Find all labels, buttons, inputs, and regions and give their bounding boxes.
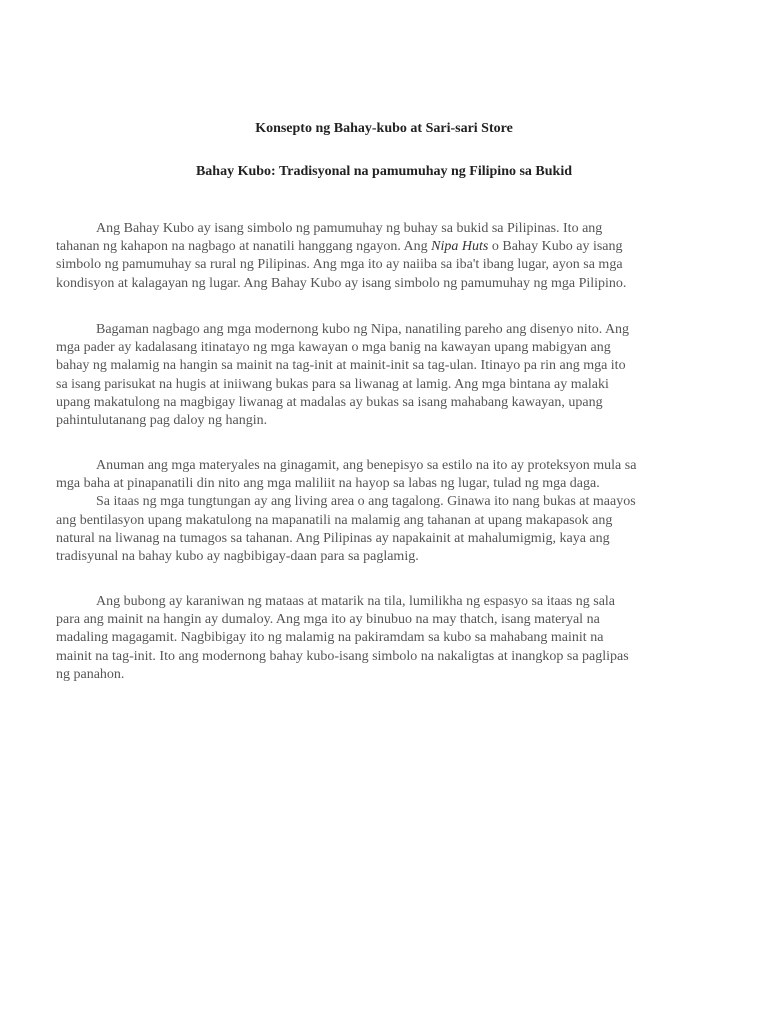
paragraph-line: upang makatulong na magbigay liwanag at madalas ay bukas sa isang mahabang kawayan, upang (56, 394, 603, 410)
paragraph-1 (56, 220, 682, 293)
paragraph-2 (56, 321, 682, 430)
paragraph-line: ng panahon. (56, 666, 125, 682)
paragraph-line: Ang bubong ay karaniwan ng mataas at matarik na tila, lumilikha ng espasyo sa itaas ng sala (96, 594, 616, 609)
paragraph-line: Bagaman nagbago ang mga modernong kubo ng Nipa, nanatiling pareho ang disenyo nito. Ang (96, 322, 630, 337)
paragraph-line: tradisyunal na bahay kubo ay nagbibigay-daan para sa paglamig. (56, 549, 419, 565)
document-subtitle: Bahay Kubo: Tradisyonal na pamumuhay ng Filipino sa Bukid (195, 164, 573, 179)
paragraph-line: ang bentilasyon upang makatulong na mapanatili na malamig ang tahanan at upang makapasok ang (56, 512, 613, 528)
paragraph-line: kondisyon at kalagayan ng lugar. Ang Bahay Kubo ay isang simbolo ng pamumuhay ng mga Pilipino. (56, 275, 627, 291)
paragraph-line: para ang mainit na hangin ay dumaloy. Ang mga ito ay binubuo na may thatch, isang materyal na (56, 612, 600, 628)
paragraph-line: pahintulutanang pag daloy ng hangin. (56, 413, 268, 429)
paragraph-line: mainit na tag-init. Ito ang modernong bahay kubo-isang simbolo na nakaligtas at inangkop sa paglipas (56, 648, 629, 664)
paragraph-3 (56, 457, 682, 566)
paragraph-line: Sa itaas ng mga tungtungan ay ang living area o ang tagalong. Ginawa ito nang bukas at maayos (96, 494, 636, 510)
paragraph-line: sa isang parisukat na hugis at iniiwang bukas para sa liwanag at lamig. Ang mga bintana ay malaki (56, 376, 609, 392)
paragraph-line: bahay ng malamig na hangin sa mainit na tag-init at mainit-init sa tag-ulan. Itinayo pa rin ang mga ito (56, 358, 626, 374)
document-title: Konsepto ng Bahay-kubo at Sari-sari Store (255, 121, 513, 136)
paragraph-line: mga pader ay kadalasang itinatayo ng mga kawayan o mga banig na kawayan upang mabigyan ang (56, 340, 611, 356)
paragraph-line: simbolo ng pamumuhay sa rural ng Pilipinas. Ang mga ito ay naiiba sa iba't ibang lugar, ayon sa mga (56, 257, 623, 273)
paragraph-line: mga baha at pinapanatili din nito ang mga maliliit na hayop sa labas ng lugar, tulad ng mga daga. (56, 476, 600, 492)
paragraph-4 (56, 593, 682, 684)
paragraph-line: Ang Bahay Kubo ay isang simbolo ng pamumuhay ng buhay sa bukid sa Pilipinas. Ito ang (96, 221, 603, 236)
paragraph-line: tahanan ng kahapon na nagbago at nanatili hanggang ngayon. Ang Nipa Huts o Bahay Kubo ay isang (56, 239, 623, 255)
paragraph-line: madaling magagamit. Nagbibigay ito ng malamig na pakiramdam sa kubo sa mahabang mainit na (56, 630, 604, 646)
paragraph-line: Anuman ang mga materyales na ginagamit, ang benepisyo sa estilo na ito ay proteksyon mula sa (96, 458, 637, 473)
emphasis-nipa-huts: Nipa Huts (431, 239, 489, 255)
paragraph-line: natural na liwanag na tumagos sa tahanan. Ang Pilipinas ay napakainit at mahalumigmig, kaya ang (56, 530, 610, 546)
